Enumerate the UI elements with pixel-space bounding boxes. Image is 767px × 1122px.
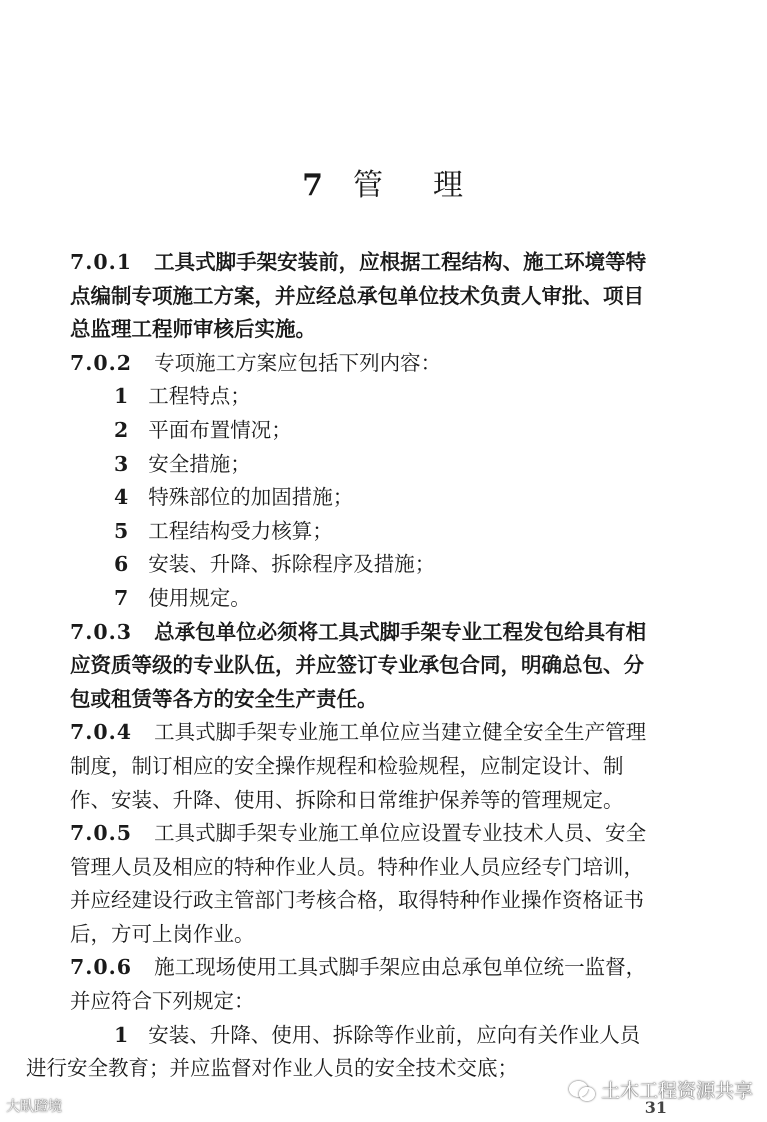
clause-number: 7.0.5 (70, 821, 133, 846)
list-item (70, 448, 690, 482)
item-number: 4 (114, 485, 129, 510)
item-text: 使用规定。 (148, 585, 251, 610)
wechat-icon (569, 1080, 595, 1100)
clause-number: 7.0.1 (70, 250, 133, 274)
list-item (70, 515, 690, 549)
clause-text: 专项施工方案应包括下列内容： (154, 350, 442, 375)
item-number: 1 (114, 1022, 129, 1047)
item-text: 工程结构受力核算； (148, 518, 333, 543)
clause-line: 点编制专项施工方案，并应经总承包单位技术负责人审批、项目 (70, 283, 644, 308)
chapter-number: 7 (302, 168, 325, 203)
item-number: 6 (114, 552, 129, 577)
clause-line: 工具式脚手架专业施工单位应设置专业技术人员、安全 (154, 821, 647, 846)
chapter-content (26, 246, 690, 1086)
item-number: 1 (114, 384, 129, 409)
watermark-right-text: 土木工程资源共享 (600, 1080, 753, 1102)
clause-line: 总监理工程师审核后实施。 (70, 317, 316, 342)
clause-line: 制度，制订相应的安全操作规程和检验规程，应制定设计、制 (70, 753, 624, 778)
chapter-title-part1: 管 (352, 168, 385, 203)
clause-7-0-6 (70, 951, 690, 1018)
clause-line: 工具式脚手架专业施工单位应当建立健全安全生产管理 (154, 720, 647, 745)
clause-line: 总承包单位必须将工具式脚手架专业工程发包给具有相 (154, 619, 647, 644)
clause-line: 包或租赁等各方的安全生产责任。 (70, 686, 378, 711)
clause-number: 7.0.4 (70, 720, 133, 745)
clause-7-0-2 (70, 347, 690, 381)
list-item (70, 414, 690, 448)
watermark-left (6, 1096, 62, 1116)
clause-line: 管理人员及相应的特种作业人员。特种作业人员应经专门培训， (70, 854, 644, 879)
clause-line: 施工现场使用工具式脚手架应由总承包单位统一监督， (154, 955, 647, 980)
clause-line: 作、安装、升降、使用、拆除和日常维护保养等的管理规定。 (70, 787, 624, 812)
watermark-left-text: 大臥蹬境 (6, 1099, 62, 1115)
list-item (70, 481, 690, 515)
item-text: 安装、升降、拆除程序及措施； (148, 552, 436, 577)
item-number: 2 (114, 417, 129, 442)
clause-number: 7.0.3 (70, 619, 133, 644)
item-text: 特殊部位的加固措施； (148, 485, 354, 510)
watermark-right (569, 1076, 753, 1103)
item-number: 7 (114, 585, 129, 610)
item-number: 5 (114, 518, 129, 543)
list-item (70, 582, 690, 616)
list-item (70, 548, 690, 582)
clause-7-0-5 (70, 817, 690, 951)
chapter-title (0, 160, 767, 204)
clause-number: 7.0.6 (70, 955, 133, 980)
item-text: 平面布置情况； (148, 417, 292, 442)
clause-number: 7.0.2 (70, 350, 133, 375)
page-number: 31 (644, 1098, 667, 1117)
item-number: 3 (114, 451, 129, 476)
clause-7-0-1 (70, 246, 690, 347)
item-text: 安全措施； (148, 451, 251, 476)
item-line: 进行安全教育；并应监督对作业人员的安全技术交底； (26, 1056, 518, 1081)
chapter-title-part2: 理 (432, 168, 465, 203)
clause-line: 并应符合下列规定： (70, 989, 255, 1014)
list-item (70, 380, 690, 414)
clause-line: 应资质等级的专业队伍，并应签订专业承包合同，明确总包、分 (70, 653, 644, 678)
clause-line: 并应经建设行政主管部门考核合格，取得特种作业操作资格证书 (70, 888, 644, 913)
clause-line: 后，方可上岗作业。 (70, 921, 255, 946)
clause-7-0-3 (70, 616, 690, 717)
item-line: 安装、升降、使用、拆除等作业前，应向有关作业人员 (148, 1022, 641, 1047)
item-text: 工程特点； (148, 384, 251, 409)
clause-7-0-4 (70, 716, 690, 817)
clause-line: 工具式脚手架安装前，应根据工程结构、施工环境等特 (154, 250, 647, 274)
